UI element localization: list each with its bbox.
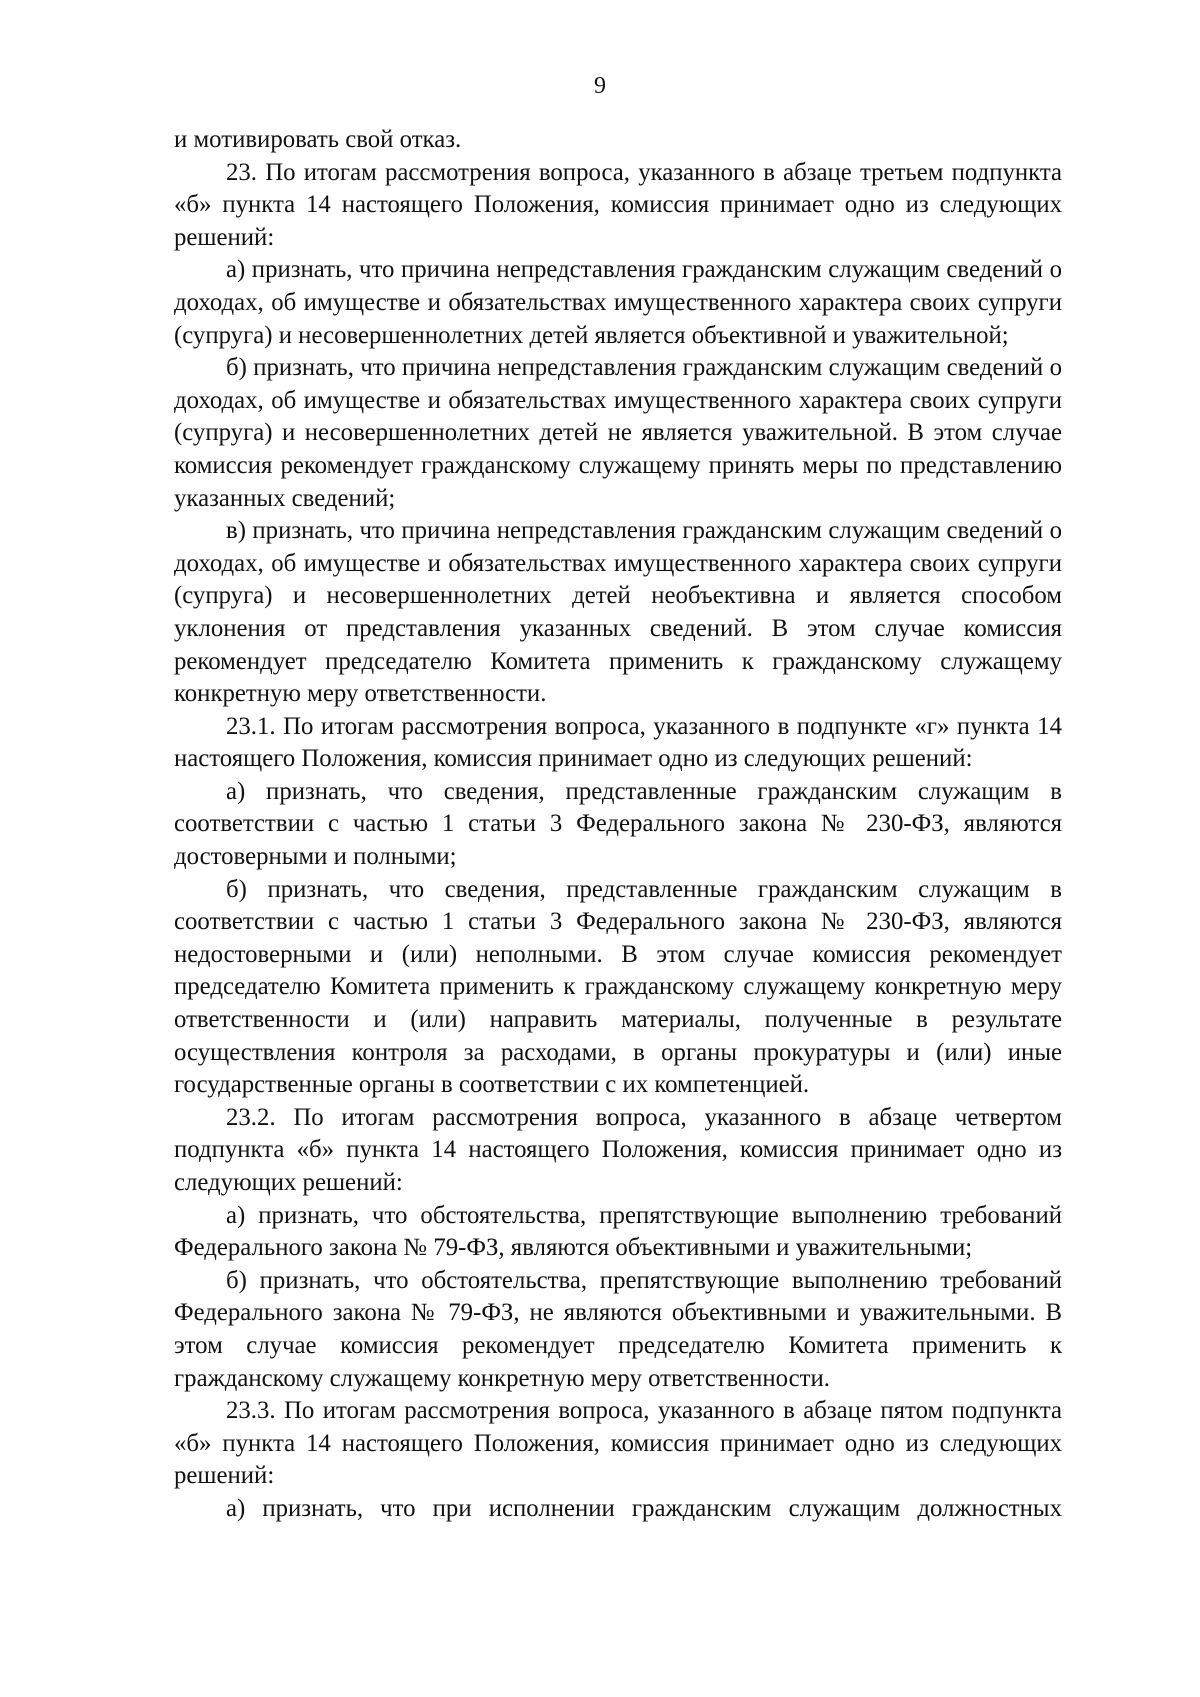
paragraph: в) признать, что причина непредставления гражданским служащим сведений о доходах, об имуществе и обязательствах имущественного характера своих супруги (супруга) и несовершеннолетних детей необъективна и является способом уклонения от представления указанных сведений. В этом случае комиссия рекомендует председателю Комитета применить к гражданскому служащему конкретную меру ответственности.	[174, 517, 1062, 708]
paragraph: а) признать, что при исполнении гражданским служащим должностных	[226, 1494, 1062, 1522]
paragraph: 23.1. По итогам рассмотрения вопроса, указанного в подпункте «г» пункта 14 настоящего Положения, комиссия принимает одно из следующих решений:	[174, 712, 1062, 773]
page-number: 9	[594, 73, 606, 99]
paragraph: а) признать, что обстоятельства, препятствующие выполнению требований Федерального закона № 79-ФЗ, являются объективными и уважительными;	[174, 1201, 1062, 1262]
paragraph: 23.3. По итогам рассмотрения вопроса, указанного в абзаце пятом подпункта «б» пункта 14 настоящего Положения, комиссия принимает одно из следующих решений:	[174, 1397, 1062, 1490]
paragraph: 23.2. По итогам рассмотрения вопроса, указанного в абзаце четвертом подпункта «б» пункта 14 настоящего Положения, комиссия принимает одно из следующих решений:	[174, 1103, 1062, 1196]
paragraph: 23. По итогам рассмотрения вопроса, указанного в абзаце третьем подпункта «б» пункта 14 настоящего Положения, комиссия принимает одно из следующих решений:	[174, 158, 1062, 251]
paragraph: а) признать, что причина непредставления гражданским служащим сведений о доходах, об имуществе и обязательствах имущественного характера своих супруги (супруга) и несовершеннолетних детей является объективной и уважительной;	[174, 256, 1062, 349]
document-body	[174, 124, 1062, 1526]
paragraph: б) признать, что обстоятельства, препятствующие выполнению требований Федерального закона № 79-ФЗ, не являются объективными и уважительными. В этом случае комиссия рекомендует председателю Комитета применить к гражданскому служащему конкретную меру ответственности.	[174, 1266, 1062, 1392]
paragraph: и мотивировать свой отказ.	[174, 126, 462, 153]
paragraph: б) признать, что причина непредставления гражданским служащим сведений о доходах, об имуществе и обязательствах имущественного характера своих супруги (супруга) и несовершеннолетних детей не является уважительной. В этом случае комиссия рекомендует гражданскому служащему принять меры по представлению указанных сведений;	[174, 354, 1062, 512]
paragraph: б) признать, что сведения, представленные гражданским служащим в соответствии с частью 1 статьи 3 Федерального закона № 230-ФЗ, являются недостоверными и (или) неполными. В этом случае комиссия рекомендует председателю Комитета применить к гражданскому служащему конкретную меру ответственности и (или) направить материалы, полученные в результате осуществления контроля за расходами, в органы прокуратуры и (или) иные государственные органы в соответствии с их компетенцией.	[174, 875, 1062, 1099]
paragraph: а) признать, что сведения, представленные гражданским служащим в соответствии с частью 1 статьи 3 Федерального закона № 230-ФЗ, являются достоверными и полными;	[174, 777, 1062, 871]
